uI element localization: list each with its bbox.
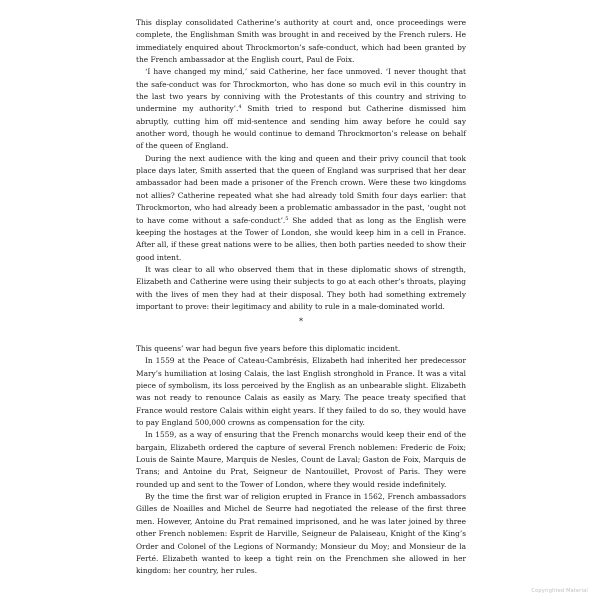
- paragraph-text: She added that as long as the English were keeping the hostages at the Tower of London, she would keep him in a cell in France. After all, if these great nations were to be allies, then both parties needed to show their good intent.: [136, 215, 467, 262]
- paragraph: [136, 66, 466, 152]
- text-section-1: [136, 17, 466, 313]
- paragraph: This queens’ war had begun five years before this diplomatic incident.: [136, 344, 401, 353]
- section-break-asterisk: *: [299, 317, 303, 326]
- paragraph-text: Smith tried to respond but Catherine dismissed him abruptly, cutting him off mid-sentence and sending him away before he could say another word, though he would continue to demand Throckmorton’s release on behalf of the queen of England.: [136, 104, 466, 151]
- paragraph: In 1559 at the Peace of Cateau-Cambrésis, Elizabeth had inherited her predecessor Mary’s humiliation at losing Calais, the last English stronghold in France. It was a vital piece of symbolism, its loss perceived by the English as an unbearable slight. Elizabeth was not ready to renounce Calais as easily as Mary. The peace treaty specified that France would restore Calais within eight years. If they failed to do so, they would have to pay England 500,000 crowns as compensation for the city.: [136, 356, 466, 428]
- book-page: [136, 0, 466, 600]
- paragraph: It was clear to all who observed them that in these diplomatic shows of strength, Elizabeth and Catherine were using their subjects to go at each other’s throats, playing with the lives of men they had at their disposal. They both had something extremely important to prove: their legitimacy and ability to rule in a male-dominated world.: [136, 264, 466, 311]
- paragraph: By the time the first war of religion erupted in France in 1562, French ambassadors Gilles de Noailles and Michel de Seurre had negotiated the release of the first three men. However, Antoine du Prat remained imprisoned, and he was later joined by three other French noblemen: Esprit de Harville, Seigneur de Palaiseau, Knight of the King’s Order and Colonel of the Legions of Normandy; Monsieur du Moy; and Monsieur de la Ferté. Elizabeth wanted to keep a tight rein on the Frenchmen she allowed in her kingdom: her country, her rules.: [136, 492, 466, 576]
- copyright-watermark: Copyrighted Material: [531, 588, 588, 594]
- footnote-marker: 4: [238, 104, 242, 111]
- paragraph-text: During the next audience with the king and queen and their privy council that took place days later, Smith asserted that the queen of England was surprised that her dear ambassador had been made a prisoner of the French crown. Were these two kingdoms not allies? Catherine repeated what she had already told Smith four days earlier: that Throckmorton, who had already been a problematic ambassador in the past, ‘ought not to have come without a safe-conduct’.: [136, 153, 466, 225]
- paragraph: [136, 153, 466, 264]
- paragraph: This display consolidated Catherine’s authority at court and, once proceedings were complete, the Englishman Smith was brought in and received by the French rulers. He immediately enquired about Throckmorton’s safe-conduct, which had been granted by the French ambassador at the English court, Paul de Foix.: [136, 18, 466, 65]
- text-section-2: [136, 343, 466, 578]
- paragraph: In 1559, as a way of ensuring that the French monarchs would keep their end of the bargain, Elizabeth ordered the capture of several French noblemen: Frederic de Foix; Louis de Sainte Maure, Marquis de Nesles, Count de Laval; Gaston de Foix, Marquis de Trans; and Antoine du Prat, Seigneur de Nantouillet, Provost of Paris. They were rounded up and sent to the Tower of London, where they would reside indefinitely.: [136, 430, 466, 489]
- quote-text: ‘I have changed my mind,’ said Catherine, her face unmoved. ‘I never thought that the safe-conduct was for Throckmorton, who has done so much evil in this country in the last two years by conniving with the Protestants of this country and striving to undermine my authority’.: [136, 67, 466, 114]
- footnote-marker: 5: [285, 215, 289, 222]
